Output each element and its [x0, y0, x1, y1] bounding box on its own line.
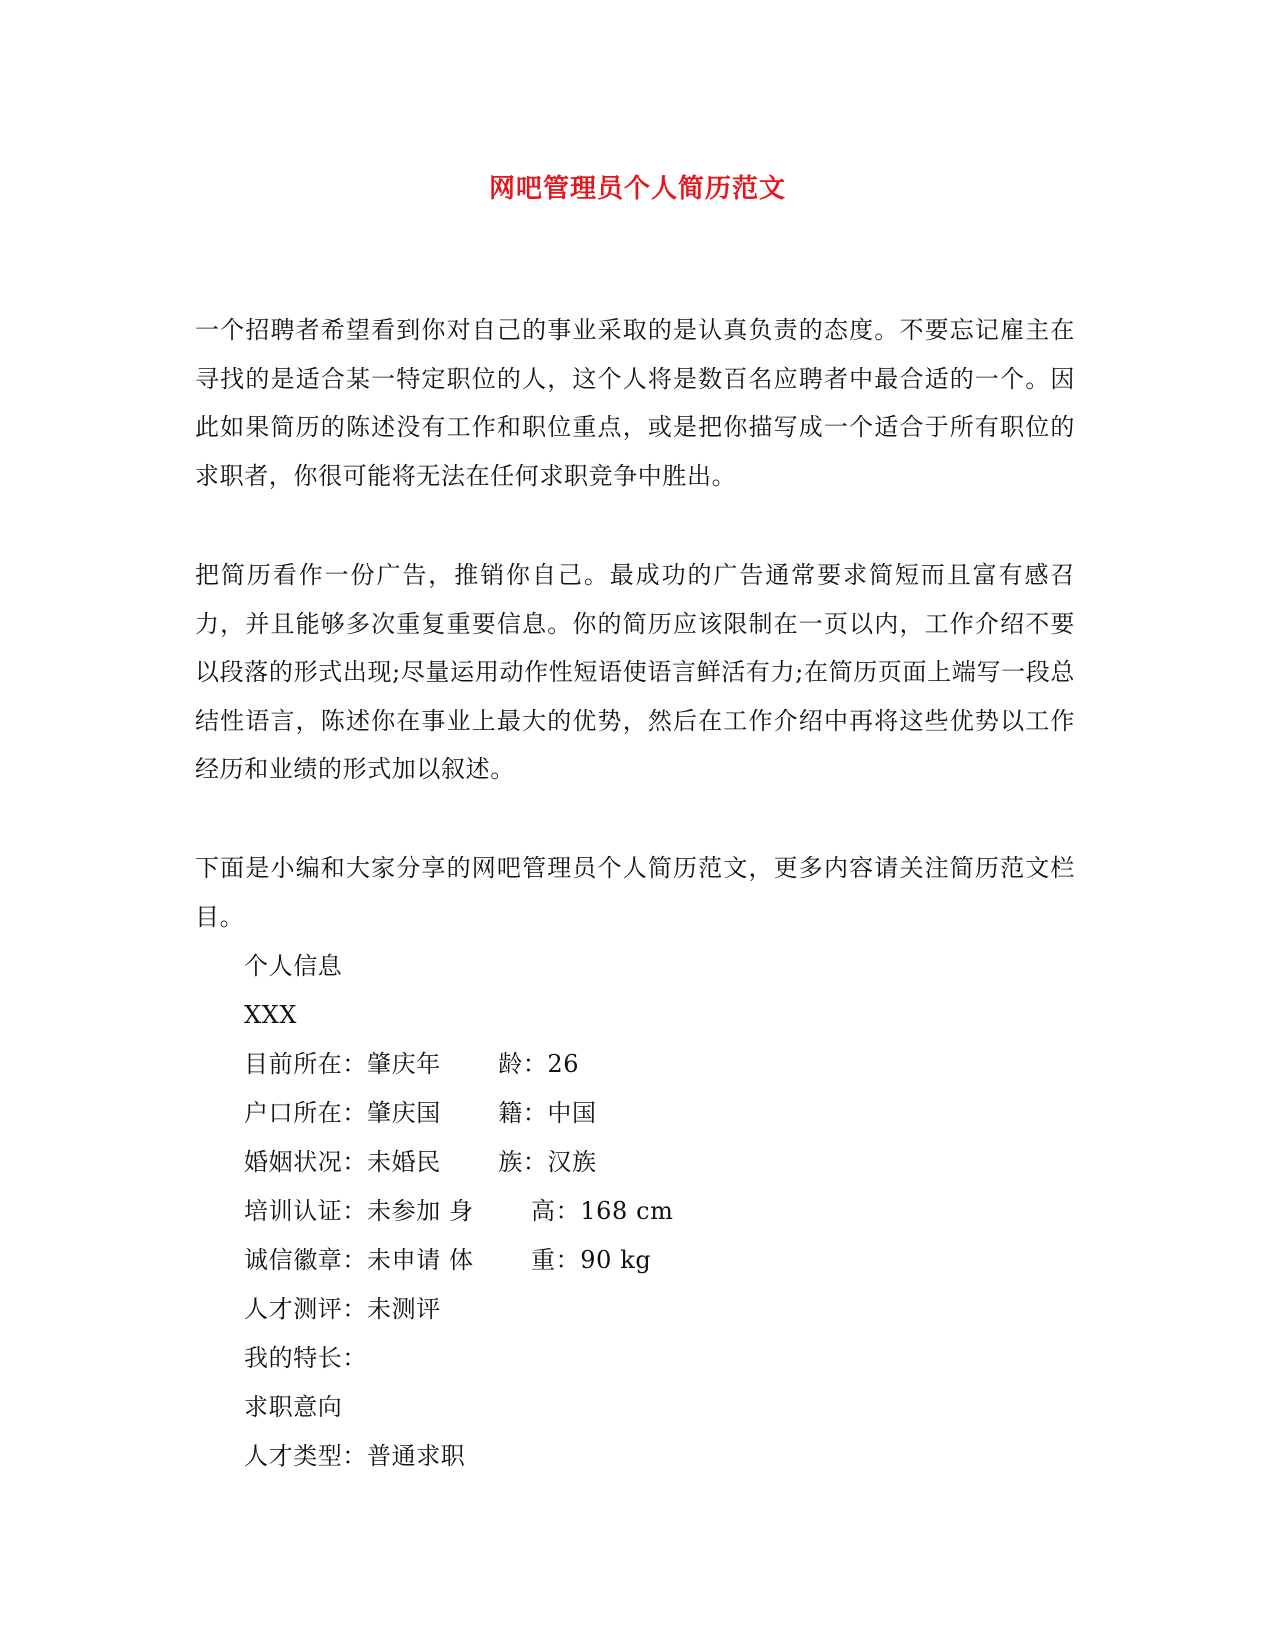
- assessment-line: 人才测评：未测评: [244, 1295, 441, 1323]
- specialty-line: 我的特长：: [244, 1344, 367, 1372]
- intro-paragraph-2: 把简历看作一份广告，推销你自己。最成功的广告通常要求简短而且富有感召力，并且能够多次重复重要信息。你的简历应该限制在一页以内，工作介绍不要以段落的形式出现;尽量运用动作性短语使语言鲜活有力;在简历页面上端写一段总结性语言，陈述你在事业上最大的优势，然后在工作介绍中再将这些优势以工作经历和业绩的形式加以叙述。: [195, 561, 1075, 783]
- talent-type-line: 人才类型：普通求职: [244, 1442, 466, 1470]
- section-heading-personal-info: 个人信息: [244, 952, 343, 980]
- intro-paragraph-1: 一个招聘者希望看到你对自己的事业采取的是认真负责的态度。不要忘记雇主在寻找的是适合某一特定职位的人，这个人将是数百名应聘者中最合适的一个。因此如果简历的陈述没有工作和职位重点，或是把你描写成一个适合于所有职位的求职者，你很可能将无法在任何求职竞争中胜出。: [195, 316, 1075, 490]
- name-line: XXX: [244, 1001, 298, 1029]
- document-title: 网吧管理员个人简历范文: [488, 174, 786, 204]
- badge-weight-line: 诚信徽章：未申请 体 重：90 kg: [244, 1246, 652, 1274]
- personal-info-section: [244, 942, 674, 1481]
- location-age-line: 目前所在：肇庆年 龄：26: [244, 1050, 580, 1078]
- hukou-nationality-line: 户口所在：肇庆国 籍：中国: [244, 1099, 597, 1127]
- section-heading-job-intent: 求职意向: [244, 1393, 343, 1421]
- certification-height-line: 培训认证：未参加 身 高：168 cm: [244, 1197, 674, 1225]
- marital-ethnicity-line: 婚姻状况：未婚民 族：汉族: [244, 1148, 597, 1176]
- intro-paragraph-3: 下面是小编和大家分享的网吧管理员个人简历范文，更多内容请关注简历范文栏目。: [195, 854, 1075, 931]
